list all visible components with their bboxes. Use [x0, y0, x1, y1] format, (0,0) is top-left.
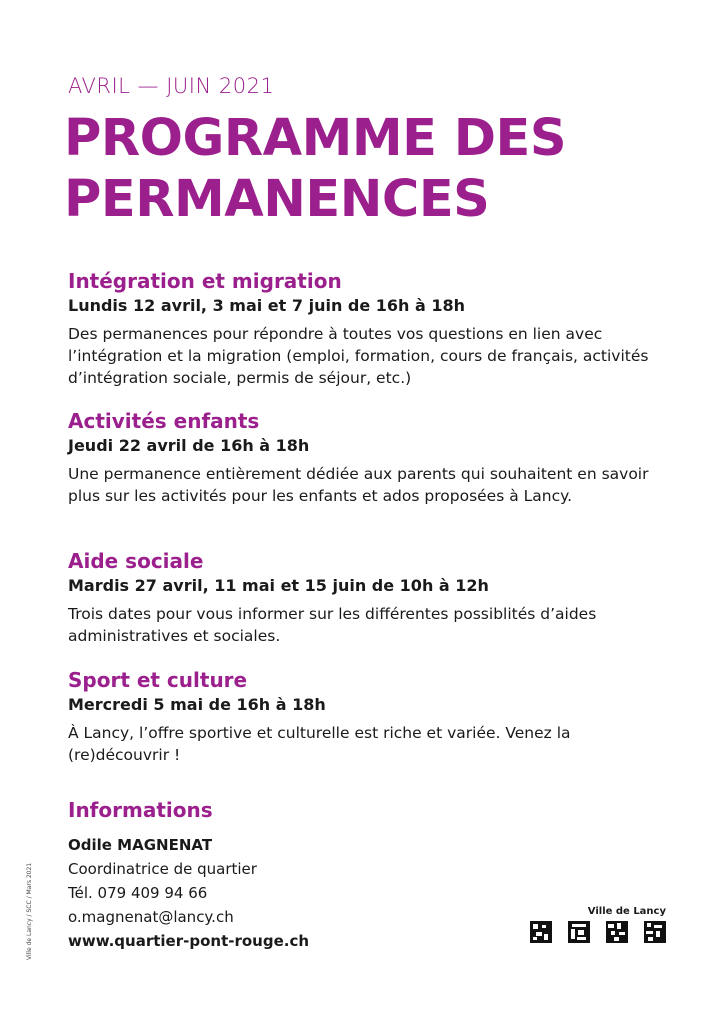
section-title: Sport et culture — [68, 668, 248, 692]
section-title: Activités enfants — [68, 409, 260, 433]
section-title: Aide sociale — [68, 549, 204, 573]
section-description: Des permanences pour répondre à toutes vos questions en lien avec l’intégration et la migration (emploi, formation, cours de français, activités d’intégration sociale, permis de séjour, etc.) — [68, 325, 649, 387]
contact-email: o.magnenat@lancy.ch — [68, 908, 234, 926]
website-link: www.quartier-pont-rouge.ch — [68, 932, 310, 950]
section-sport-culture — [68, 667, 668, 766]
ville-de-lancy-logo — [530, 906, 666, 943]
contact-phone: Tél. 079 409 94 66 — [68, 884, 208, 902]
section-title: Intégration et migration — [68, 269, 342, 293]
section-date: Mercredi 5 mai de 16h à 18h — [68, 695, 326, 714]
section-description: À Lancy, l’offre sportive et culturelle est riche et variée. Venez la (re)découvrir ! — [68, 724, 571, 764]
section-description: Trois dates pour vous informer sur les différentes possiblités d’aides administratives et sociales. — [68, 605, 597, 645]
section-integration — [68, 268, 668, 389]
informations-title: Informations — [68, 798, 213, 822]
section-date: Mardis 27 avril, 11 mai et 15 juin de 10h à 12h — [68, 576, 489, 595]
contact-name: Odile MAGNENAT — [68, 836, 213, 854]
section-aide-sociale — [68, 548, 668, 647]
contact-role: Coordinatrice de quartier — [68, 860, 257, 878]
page-title — [64, 108, 566, 230]
logo-label: Ville de Lancy — [587, 906, 666, 917]
section-activites-enfants — [68, 408, 668, 507]
title-line-2: PERMANENCES — [64, 170, 490, 229]
lancy-emblem-icon — [568, 921, 590, 943]
logo-marks — [530, 921, 666, 943]
informations-block — [68, 797, 309, 953]
print-credit: Ville de Lancy / SCC / Mars 2021 — [26, 862, 33, 960]
lancy-emblem-icon — [530, 921, 552, 943]
section-description: Une permanence entièrement dédiée aux parents qui souhaitent en savoir plus sur les activités pour les enfants et ados proposées à Lancy. — [68, 465, 649, 505]
lancy-emblem-icon — [606, 921, 628, 943]
section-date: Lundis 12 avril, 3 mai et 7 juin de 16h à 18h — [68, 296, 466, 315]
title-line-1: PROGRAMME DES — [64, 109, 567, 168]
period-label: AVRIL — JUIN 2021 — [68, 74, 275, 98]
lancy-emblem-icon — [644, 921, 666, 943]
section-date: Jeudi 22 avril de 16h à 18h — [68, 436, 310, 455]
